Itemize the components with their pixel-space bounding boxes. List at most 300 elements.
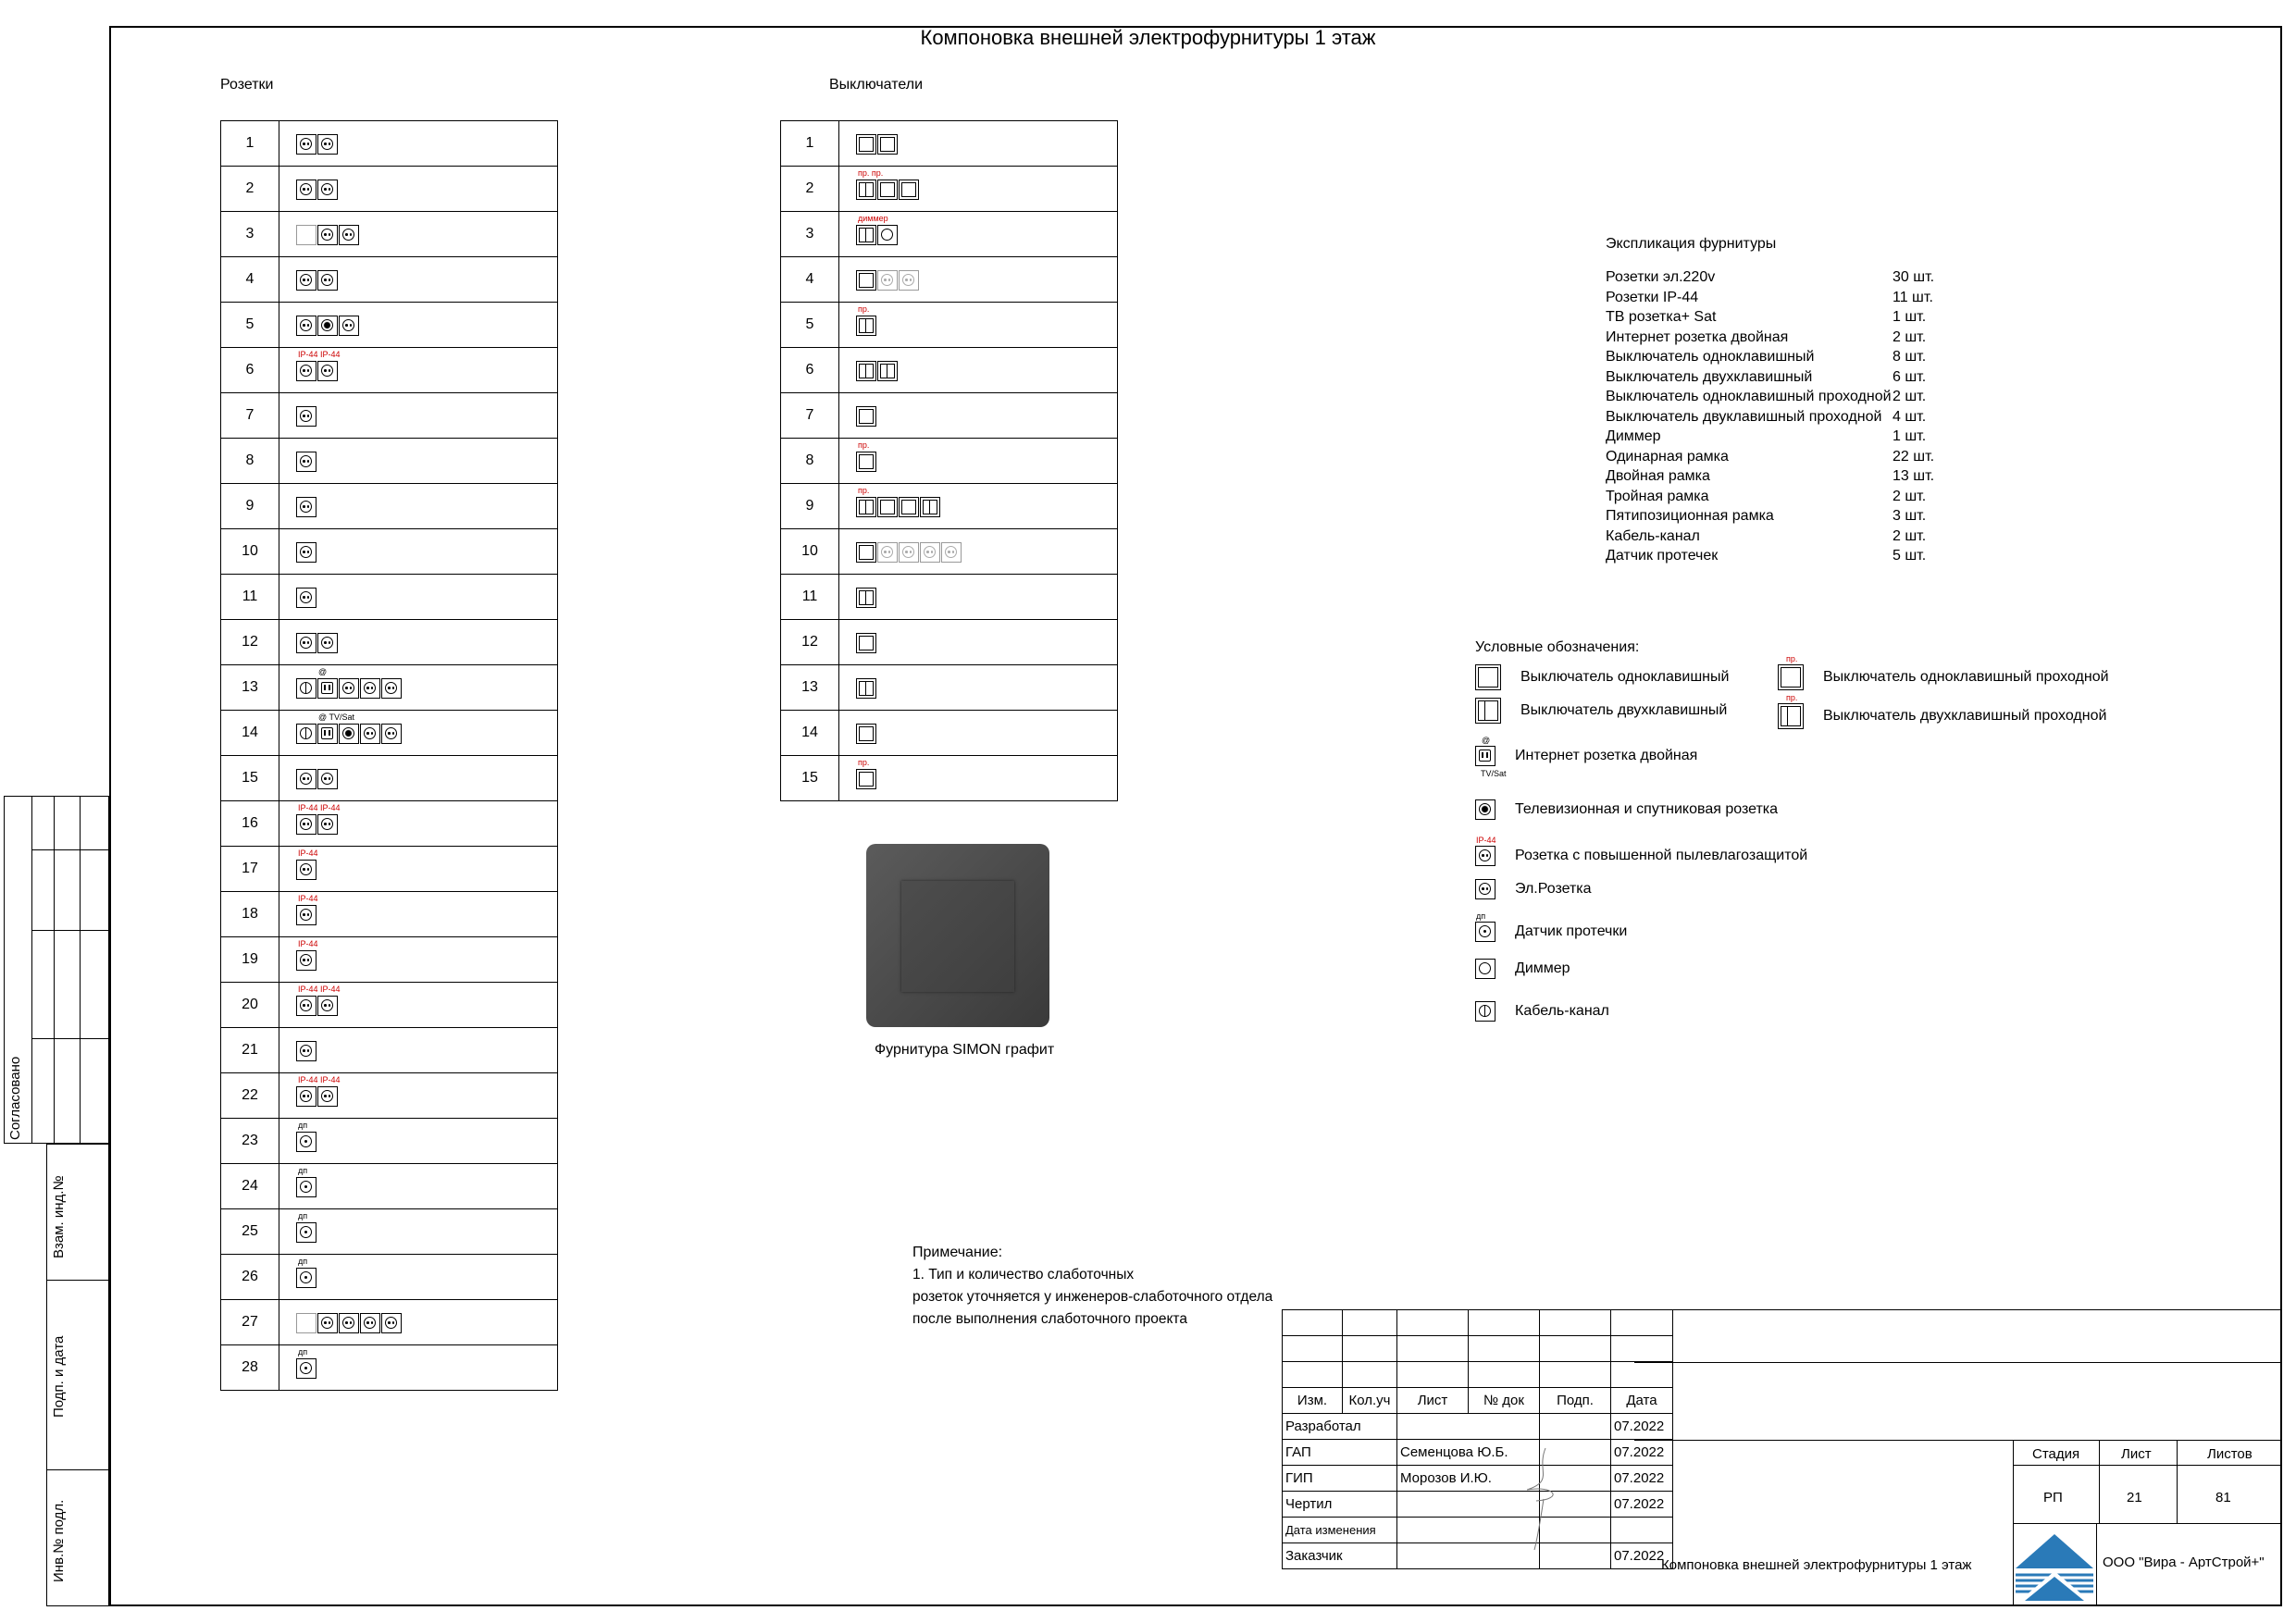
- row-number: 5: [221, 303, 279, 348]
- row-tag: IP-44 IP-44: [298, 985, 341, 994]
- socket-icon: [339, 225, 359, 245]
- socket-icon: [296, 860, 316, 880]
- table-row: [781, 575, 1118, 620]
- explication-qty: 13 шт.: [1893, 468, 1935, 484]
- stamp-cell: [1343, 1310, 1397, 1336]
- table-row: [221, 756, 558, 801]
- row-symbols: [279, 892, 558, 937]
- explication-item: Выключатель одноклавишный: [1606, 349, 1815, 365]
- explication-item: Интернет розетка двойная: [1606, 328, 1789, 345]
- row-tag: @ TV/Sat: [318, 712, 354, 722]
- row-number: 12: [221, 620, 279, 665]
- socket-icon: [296, 361, 316, 381]
- stamp-date: 07.2022: [1611, 1414, 1673, 1440]
- stamp-date: 07.2022: [1611, 1492, 1673, 1518]
- table-row: [221, 212, 558, 257]
- single-switch-icon: [1475, 664, 1501, 690]
- company-name: ООО "Вира - АртСтрой+": [2103, 1555, 2265, 1570]
- row-symbols: [279, 439, 558, 484]
- row-symbols: [279, 1164, 558, 1209]
- stamp-cell: [1540, 1362, 1611, 1388]
- stamp-date: 07.2022: [1611, 1543, 1673, 1569]
- row-symbols: [839, 257, 1118, 303]
- cable-channel-icon: [296, 678, 316, 699]
- socket-icon: [381, 724, 402, 744]
- table-row: [221, 303, 558, 348]
- table-row: [221, 167, 558, 212]
- row-tag: дп: [298, 1121, 308, 1130]
- row-number: 7: [221, 393, 279, 439]
- row-symbols: [279, 348, 558, 393]
- stamp-role: ГИП: [1283, 1466, 1397, 1492]
- switch-icon: [877, 497, 898, 517]
- row-symbols: [279, 167, 558, 212]
- inv-ref-label: Взам. инд.№: [51, 1175, 67, 1258]
- row-tag: дп: [298, 1347, 308, 1357]
- stamp-row: [1283, 1543, 1673, 1569]
- socket-icon: [296, 588, 316, 608]
- blank-frame-icon: [296, 225, 316, 245]
- row-symbols: [839, 212, 1118, 257]
- row-number: 13: [781, 665, 839, 711]
- company-logo-icon: [2016, 1527, 2093, 1603]
- table-row: [221, 892, 558, 937]
- socket-icon: [296, 134, 316, 155]
- divider: [46, 1280, 109, 1281]
- switch-icon: [856, 452, 876, 472]
- divider: [31, 1038, 109, 1039]
- stamp-cell: [1540, 1310, 1611, 1336]
- stamp-role: Чертил: [1283, 1492, 1397, 1518]
- explication-item: ТВ розетка+ Sat: [1606, 309, 1717, 325]
- stamp-role: ГАП: [1283, 1440, 1397, 1466]
- row-symbols: [279, 1028, 558, 1073]
- switch-icon: [856, 134, 876, 155]
- row-tag: IP-44 IP-44: [298, 350, 341, 359]
- explication-item: Выключатель двуклавишный проходной: [1606, 408, 1882, 425]
- table-row: [221, 983, 558, 1028]
- legend-cable: Кабель-канал: [1475, 1001, 1609, 1022]
- socket-icon: [339, 678, 359, 699]
- divider: [31, 796, 32, 1144]
- table-row: [781, 212, 1118, 257]
- socket-icon: [317, 361, 338, 381]
- legend-single-pass: пр. Выключатель одноклавишный проходной: [1778, 664, 2109, 690]
- socket-icon: [877, 270, 898, 291]
- row-symbols: [839, 575, 1118, 620]
- explication-heading: Экспликация фурнитуры: [1606, 236, 1777, 252]
- row-symbols: [839, 484, 1118, 529]
- row-symbols: [279, 665, 558, 711]
- sheets-label: Листов: [2207, 1446, 2253, 1462]
- table-row: [781, 665, 1118, 711]
- row-tag: дп: [298, 1166, 308, 1175]
- row-number: 3: [781, 212, 839, 257]
- double-switch-icon: [877, 361, 898, 381]
- row-number: 13: [221, 665, 279, 711]
- stamp-cell: [1283, 1310, 1343, 1336]
- row-number: 8: [221, 439, 279, 484]
- stamp-cell: [1397, 1310, 1469, 1336]
- table-row: [221, 1119, 558, 1164]
- row-tag: дп: [298, 1211, 308, 1220]
- stamp-header: № док: [1469, 1388, 1540, 1414]
- row-number: 11: [221, 575, 279, 620]
- double-switch-icon: [920, 497, 940, 517]
- socket-icon: [941, 542, 962, 563]
- legend-double-switch: Выключатель двухклавишный: [1475, 698, 1727, 724]
- page-title: Компоновка внешней электрофурнитуры 1 этаж: [920, 26, 1376, 49]
- socket-icon: [296, 542, 316, 563]
- row-number: 5: [781, 303, 839, 348]
- row-symbols: [279, 303, 558, 348]
- row-symbols: [839, 756, 1118, 801]
- table-row: [781, 711, 1118, 756]
- table-row: [221, 1028, 558, 1073]
- inv-orig-label: Инв.№ подл.: [51, 1499, 67, 1582]
- stamp-cell: [1540, 1336, 1611, 1362]
- double-switch-icon: [856, 225, 876, 245]
- table-row: [221, 575, 558, 620]
- socket-icon: [360, 724, 380, 744]
- explication-item: Пятипозиционная рамка: [1606, 508, 1774, 524]
- legend-socket: Эл.Розетка: [1475, 879, 1592, 899]
- photo-caption: Фурнитура SIMON графит: [875, 1042, 1055, 1058]
- explication-qty: 2 шт.: [1893, 527, 1927, 544]
- row-symbols: [279, 1073, 558, 1119]
- table-row: [221, 393, 558, 439]
- row-symbols: [839, 665, 1118, 711]
- socket-icon: [920, 542, 940, 563]
- switch-icon: [877, 134, 898, 155]
- stamp-name: Семенцова Ю.Б.: [1397, 1440, 1540, 1466]
- switch-icon: [856, 406, 876, 427]
- note-text: [912, 1264, 1272, 1331]
- dimmer-icon: [1475, 959, 1496, 979]
- socket-icon: [381, 678, 402, 699]
- row-number: 1: [221, 121, 279, 167]
- switch-icon: [856, 270, 876, 291]
- socket-icon: [317, 316, 338, 336]
- stamp-row: [1283, 1414, 1673, 1440]
- note-line: после выполнения слаботочного проекта: [912, 1311, 1187, 1327]
- explication-item: Датчик протечек: [1606, 548, 1719, 564]
- explication-qty: 2 шт.: [1893, 488, 1927, 504]
- doc-title: Компоновка внешней электрофурнитуры 1 этаж: [1661, 1557, 1972, 1573]
- row-symbols: [839, 167, 1118, 212]
- stamp-cell: [1397, 1362, 1469, 1388]
- stamp-empty-row: [1283, 1362, 1673, 1388]
- row-tag: @: [318, 667, 328, 676]
- blank-frame-icon: [296, 1313, 316, 1333]
- double-switch-icon: [856, 497, 876, 517]
- leak-sensor-icon: дп: [1475, 922, 1496, 942]
- row-tag: пр. пр.: [858, 168, 884, 178]
- socket-icon: [1475, 879, 1496, 899]
- stamp-cell: [1343, 1362, 1397, 1388]
- stamp-header: Изм.: [1283, 1388, 1343, 1414]
- explication-item: Одинарная рамка: [1606, 448, 1729, 465]
- row-number: 4: [221, 257, 279, 303]
- table-row: [781, 257, 1118, 303]
- table-row: [781, 167, 1118, 212]
- divider: [1634, 1362, 2282, 1363]
- socket-icon: [296, 270, 316, 291]
- socket-icon: [296, 996, 316, 1016]
- stamp-row: [1283, 1492, 1673, 1518]
- legend-single-switch: Выключатель одноклавишный: [1475, 664, 1729, 690]
- agreed-label: Согласовано: [7, 1056, 23, 1140]
- row-tag: пр.: [858, 486, 870, 495]
- row-tag: диммер: [858, 214, 888, 223]
- table-row: [781, 348, 1118, 393]
- divider: [46, 1469, 109, 1470]
- stamp-header: Подп.: [1540, 1388, 1611, 1414]
- socket-icon: [296, 180, 316, 200]
- stamp-cell: [1283, 1336, 1343, 1362]
- stamp-sign: [1540, 1414, 1611, 1440]
- stamp-cell: [1469, 1362, 1540, 1388]
- table-row: [221, 847, 558, 892]
- socket-icon: [317, 1086, 338, 1107]
- socket-icon: [317, 270, 338, 291]
- row-number: 19: [221, 937, 279, 983]
- row-tag: дп: [298, 1257, 308, 1266]
- row-symbols: [839, 393, 1118, 439]
- socket-icon: [296, 497, 316, 517]
- ip44-socket-icon: IP-44: [1475, 846, 1496, 866]
- socket-icon: [381, 1313, 402, 1333]
- socket-icon: [296, 406, 316, 427]
- row-number: 21: [221, 1028, 279, 1073]
- row-number: 20: [221, 983, 279, 1028]
- socket-icon: [296, 950, 316, 971]
- stamp-row: [1283, 1518, 1673, 1543]
- explication-item: Тройная рамка: [1606, 488, 1709, 504]
- stamp-name: [1397, 1414, 1540, 1440]
- row-tag: IP-44 IP-44: [298, 1075, 341, 1084]
- sockets-heading: Розетки: [220, 77, 274, 93]
- table-row: [221, 937, 558, 983]
- switches-heading: Выключатели: [829, 77, 924, 93]
- stamp-row: [1283, 1440, 1673, 1466]
- cable-channel-icon: [296, 724, 316, 744]
- row-number: 6: [781, 348, 839, 393]
- row-symbols: [279, 937, 558, 983]
- row-tag: пр.: [858, 758, 870, 767]
- stamp-empty-row: [1283, 1310, 1673, 1336]
- row-number: 1: [781, 121, 839, 167]
- stamp-header: Дата: [1611, 1388, 1673, 1414]
- internet-socket-icon: [317, 724, 338, 744]
- tv-socket-icon: [1475, 799, 1496, 820]
- table-row: [781, 529, 1118, 575]
- sign-date-label: Подп. и дата: [51, 1335, 67, 1418]
- switch-icon: [856, 724, 876, 744]
- stamp-header: Кол.уч: [1343, 1388, 1397, 1414]
- row-number: 3: [221, 212, 279, 257]
- table-row: [221, 439, 558, 484]
- table-row: [221, 1300, 558, 1345]
- pass-switch-icon: пр.: [1778, 664, 1804, 690]
- row-number: 11: [781, 575, 839, 620]
- table-row: [221, 801, 558, 847]
- row-tag: пр.: [858, 440, 870, 450]
- row-symbols: [279, 212, 558, 257]
- switch-icon: [856, 633, 876, 653]
- stage-value: РП: [2043, 1490, 2063, 1505]
- stamp-role: Заказчик: [1283, 1543, 1397, 1569]
- divider: [31, 849, 109, 850]
- row-number: 22: [221, 1073, 279, 1119]
- table-row: [781, 620, 1118, 665]
- double-switch-icon: [856, 316, 876, 336]
- internet-socket-icon: [317, 678, 338, 699]
- legend-internet: @ TV/Sat Интернет розетка двойная: [1475, 746, 1697, 766]
- socket-icon: [317, 134, 338, 155]
- socket-icon: [296, 769, 316, 789]
- table-row: [781, 756, 1118, 801]
- table-row: [221, 1209, 558, 1255]
- row-symbols: [279, 1255, 558, 1300]
- divider: [1634, 1440, 2282, 1441]
- explication-qty: 1 шт.: [1893, 428, 1927, 444]
- internet-socket-icon: @ TV/Sat: [1475, 746, 1496, 766]
- socket-icon: [339, 1313, 359, 1333]
- socket-icon: [339, 316, 359, 336]
- table-row: [781, 121, 1118, 167]
- stamp-cell: [1397, 1336, 1469, 1362]
- socket-icon: [877, 542, 898, 563]
- row-symbols: [839, 711, 1118, 756]
- table-row: [221, 121, 558, 167]
- socket-icon: [296, 452, 316, 472]
- row-symbols: [839, 620, 1118, 665]
- stamp-role: Дата изменения: [1283, 1518, 1397, 1543]
- explication-qty: 2 шт.: [1893, 389, 1927, 404]
- legend-leak: дп Датчик протечки: [1475, 922, 1627, 942]
- socket-icon: [899, 542, 919, 563]
- row-symbols: [279, 711, 558, 756]
- row-number: 27: [221, 1300, 279, 1345]
- stamp-cell: [1283, 1362, 1343, 1388]
- row-number: 18: [221, 892, 279, 937]
- socket-icon: [899, 270, 919, 291]
- stamp-row: [1283, 1466, 1673, 1492]
- tv-socket-icon: [339, 724, 359, 744]
- row-number: 14: [221, 711, 279, 756]
- stamp-role: Разработал: [1283, 1414, 1397, 1440]
- explication-quantities: [1893, 267, 1934, 566]
- stamp-empty-row: [1283, 1336, 1673, 1362]
- socket-icon: [296, 814, 316, 835]
- row-number: 10: [781, 529, 839, 575]
- row-symbols: [839, 529, 1118, 575]
- stamp-name: Морозов И.Ю.: [1397, 1466, 1540, 1492]
- row-number: 26: [221, 1255, 279, 1300]
- row-number: 6: [221, 348, 279, 393]
- double-switch-icon: [1475, 698, 1501, 724]
- explication-qty: 6 шт.: [1893, 368, 1927, 385]
- socket-icon: [317, 996, 338, 1016]
- double-pass-switch-icon: пр.: [1778, 703, 1804, 729]
- socket-icon: [317, 633, 338, 653]
- note-line: 1. Тип и количество слаботочных: [912, 1267, 1135, 1282]
- explication-item: Розетки эл.220v: [1606, 269, 1716, 285]
- divider: [2013, 1523, 2282, 1524]
- table-row: [221, 1255, 558, 1300]
- legend-ip44: IP-44 Розетка с повышенной пылевлагозащитой: [1475, 846, 1807, 866]
- row-tag: IP-44: [298, 939, 318, 948]
- row-symbols: [279, 121, 558, 167]
- row-symbols: [279, 393, 558, 439]
- explication-item: Розетки IP-44: [1606, 289, 1699, 305]
- stage-label: Стадия: [2032, 1446, 2080, 1462]
- row-number: 28: [221, 1345, 279, 1391]
- note-heading: Примечание:: [912, 1245, 1003, 1260]
- title-block-changes: [1282, 1309, 1673, 1569]
- table-row: [221, 529, 558, 575]
- cable-channel-icon: [1475, 1001, 1496, 1022]
- socket-icon: [360, 678, 380, 699]
- table-row: [781, 393, 1118, 439]
- socket-icon: [317, 180, 338, 200]
- explication-item: Выключатель двухклавишный: [1606, 368, 1813, 385]
- signature-icon: [1518, 1443, 1573, 1555]
- row-number: 2: [781, 167, 839, 212]
- row-number: 16: [221, 801, 279, 847]
- divider: [80, 796, 81, 1144]
- row-symbols: [279, 529, 558, 575]
- row-number: 9: [221, 484, 279, 529]
- stamp-cell: [1469, 1336, 1540, 1362]
- table-row: [221, 1164, 558, 1209]
- row-symbols: [279, 257, 558, 303]
- explication-qty: 2 шт.: [1893, 328, 1927, 345]
- table-row: [221, 1073, 558, 1119]
- stamp-date: 07.2022: [1611, 1440, 1673, 1466]
- leak-sensor-icon: [296, 1268, 316, 1288]
- row-number: 2: [221, 167, 279, 212]
- stamp-cell: [1343, 1336, 1397, 1362]
- switch-icon: [899, 497, 919, 517]
- row-symbols: [279, 484, 558, 529]
- table-row: [221, 348, 558, 393]
- socket-icon: [296, 633, 316, 653]
- row-tag: IP-44: [298, 894, 318, 903]
- explication-item: Диммер: [1606, 428, 1661, 444]
- explication-item: Выключатель одноклавишный проходной: [1606, 389, 1892, 404]
- row-symbols: [279, 1345, 558, 1391]
- row-symbols: [279, 847, 558, 892]
- switch-icon: [856, 769, 876, 789]
- double-switch-icon: [856, 588, 876, 608]
- double-switch-icon: [856, 361, 876, 381]
- socket-icon: [317, 769, 338, 789]
- switch-icon: [877, 180, 898, 200]
- table-row: [221, 620, 558, 665]
- table-row: [221, 484, 558, 529]
- row-number: 12: [781, 620, 839, 665]
- row-symbols: [839, 348, 1118, 393]
- explication-item: Кабель-канал: [1606, 527, 1700, 544]
- row-symbols: [279, 1300, 558, 1345]
- row-tag: IP-44 IP-44: [298, 803, 341, 812]
- socket-icon: [296, 1041, 316, 1061]
- row-symbols: [279, 1119, 558, 1164]
- double-switch-icon: [856, 678, 876, 699]
- divider: [2177, 1440, 2178, 1523]
